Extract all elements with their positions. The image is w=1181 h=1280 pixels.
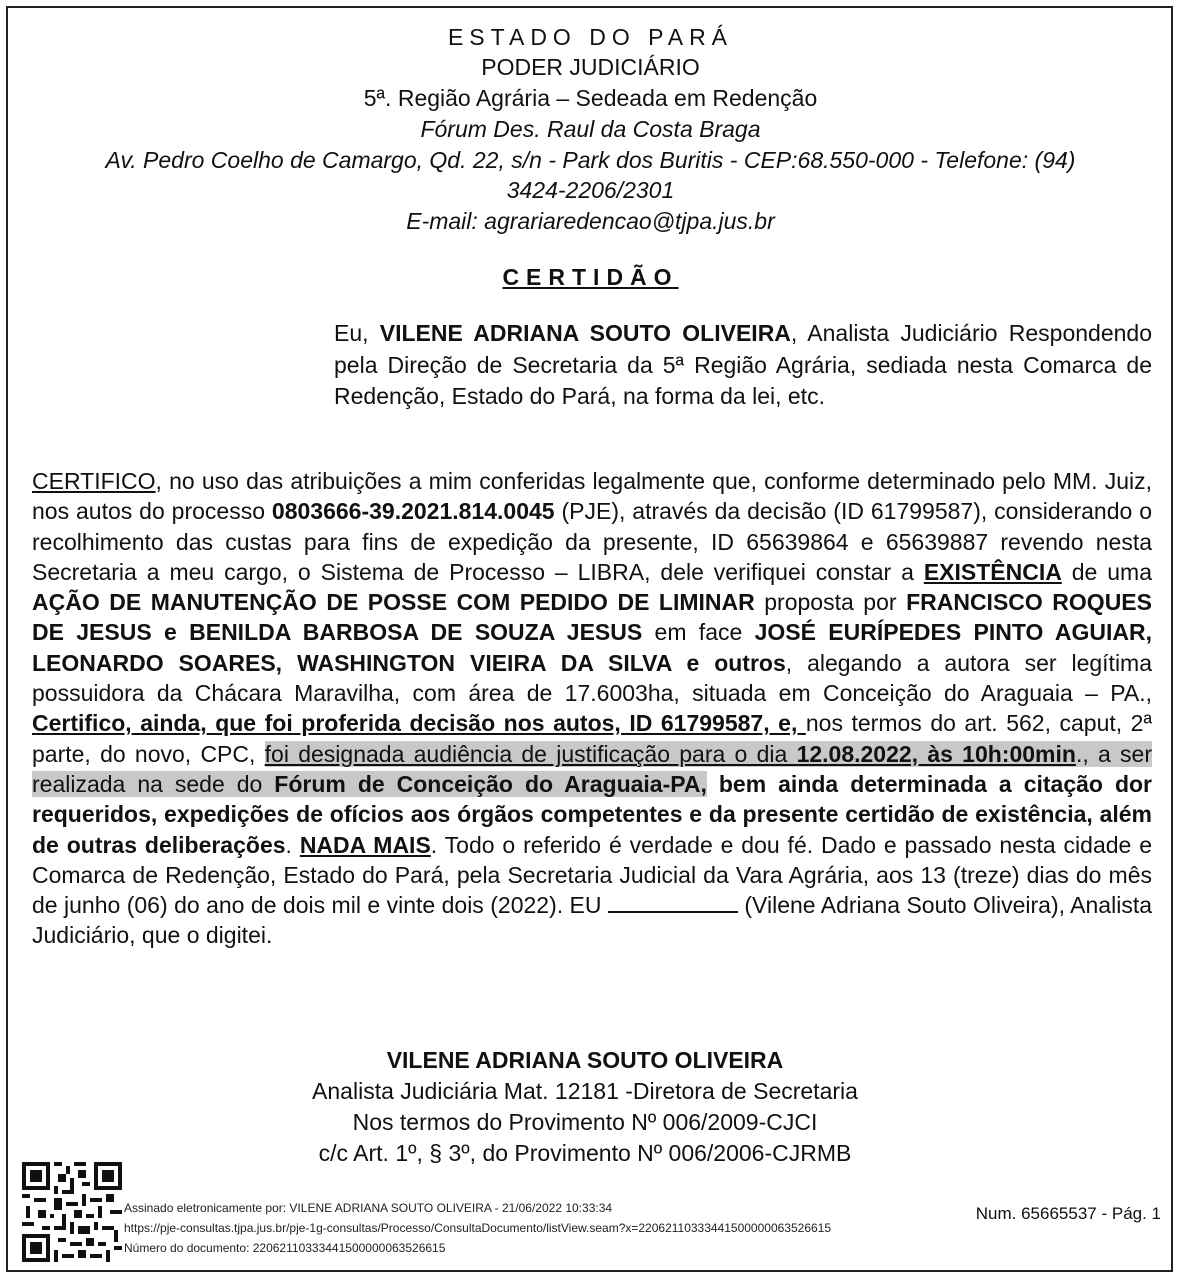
hearing-date: 12.08.2022, às 10h:00min <box>796 740 1076 767</box>
hearing-notice: foi designada audiência de justificação para o dia <box>264 740 797 767</box>
process-number: 0803666-39.2021.814.0045 <box>271 498 555 525</box>
decision-certification: Certifico, ainda, que foi proferida decisão nos autos, ID 61799587, e, <box>32 710 806 737</box>
header-address-line1: Av. Pedro Coelho de Camargo, Qd. 22, s/n - Park dos Buritis - CEP:68.550-000 - Telefone: (94) <box>105 147 1076 173</box>
intro-paragraph: Eu, VILENE ADRIANA SOUTO OLIVEIRA, Analista Judiciário Respondendo pela Direção de Secretaria da 5ª Região Agrária, sediada nesta Comarca de Redenção, Estado do Pará, na forma da lei, etc. <box>334 320 1152 409</box>
qr-code-icon <box>22 1162 122 1262</box>
signature-blank-line <box>608 891 738 913</box>
signer-name: VILENE ADRIANA SOUTO OLIVEIRA <box>386 1047 784 1073</box>
signer-provision1: Nos termos do Provimento Nº 006/2009-CJCI <box>352 1109 818 1135</box>
signer-role: Analista Judiciária Mat. 12181 -Diretora de Secretaria <box>312 1078 858 1104</box>
certifico-keyword: CERTIFICO <box>32 468 156 494</box>
footer-document-number: Número do documento: 22062110333441500000063526615 <box>124 1241 446 1255</box>
hearing-location: Fórum de Conceição do Araguaia-PA, <box>274 770 707 797</box>
header-email: E-mail: agrariaredencao@tjpa.jus.br <box>406 208 775 234</box>
intro-name: VILENE ADRIANA SOUTO OLIVEIRA <box>379 320 791 346</box>
defendants: JOSÉ EURÍPEDES PINTO AGUIAR, LEONARDO SOARES, WASHINGTON VIEIRA DA SILVA e outros <box>32 619 1152 676</box>
header-power: PODER JUDICIÁRIO <box>481 54 700 80</box>
footer-signed-info: Assinado eletronicamente por: VILENE ADRIANA SOUTO OLIVEIRA - 21/06/2022 10:33:34 <box>124 1201 613 1215</box>
header-forum: Fórum Des. Raul da Costa Braga <box>420 116 761 142</box>
existence-keyword: EXISTÊNCIA <box>923 558 1062 585</box>
action-type: AÇÃO DE MANUTENÇÃO DE POSSE COM PEDIDO DE LIMINAR <box>32 589 755 616</box>
header-state: ESTADO DO PARÁ <box>447 24 734 50</box>
page-number: Num. 65665537 - Pág. 1 <box>975 1204 1161 1223</box>
footer-url-link[interactable]: https://pje-consultas.tjpa.jus.br/pje-1g-consultas/Processo/ConsultaDocumento/listView.seam?x=22062110333441500000063526615 <box>124 1221 832 1235</box>
nada-mais: NADA MAIS <box>299 831 431 858</box>
signer-provision2: c/c Art. 1º, § 3º, do Provimento Nº 006/2006-CJRMB <box>318 1140 852 1166</box>
plaintiffs: FRANCISCO ROQUES DE JESUS e BENILDA BARBOSA DE SOUZA JESUS <box>32 589 1152 646</box>
header-address-line2: 3424-2206/2301 <box>506 177 675 203</box>
header-region: 5ª. Região Agrária – Sedeada em Redenção <box>363 85 818 111</box>
document-title: CERTIDÃO <box>502 264 679 290</box>
certificate-body: CERTIFICO, no uso das atribuições a mim conferidas legalmente que, conforme determinado pelo MM. Juiz, nos autos do processo 0803666-39.2021.814.0045 (PJE), através da decisão (ID 61799587), considerando o recolhimento das custas para fins de expedição da presente, ID 65639864 e 65639887 revendo nesta Secretaria a meu cargo, o Sistema de Processo – LIBRA, dele verifiquei constar a EXISTÊNCIA de uma AÇÃO DE MANUTENÇÃO DE POSSE COM PEDIDO DE LIMINAR proposta por FRANCISCO ROQUES DE JESUS e BENILDA BARBOSA DE SOUZA JESUS em face JOSÉ EURÍPEDES PINTO AGUIAR, LEONARDO SOARES, WASHINGTON VIEIRA DA SILVA e outros, alegando a autora ser legítima possuidora da Chácara Maravilha, com área de 17.6003ha, situada em Conceição do Araguaia – PA., Certifico, ainda, que foi proferida decisão nos autos, ID 61799587, e, nos termos do art. 562, caput, 2ª parte, do novo, CPC, foi designada audiência de justificação para o dia 12.08.2022, às 10h:00min., a ser realizada na sede do Fórum de Conceição do Araguaia-PA, bem ainda determinada a citação dor requeridos, expedições de ofícios aos órgãos competentes e da presente certidão de existência, além de outras deliberações. NADA MAIS. Todo o referido é verdade e dou fé. Dado e passado nesta cidade e Comarca de Redenção, Estado do Pará, pela Secretaria Judicial da Vara Agrária, aos 13 (treze) dias do mês de junho (06) do ano de dois mil e vinte dois (2022). EU (Vilene Adriana Souto Oliveira), Analista Judiciário, que o digitei. <box>32 468 1153 949</box>
